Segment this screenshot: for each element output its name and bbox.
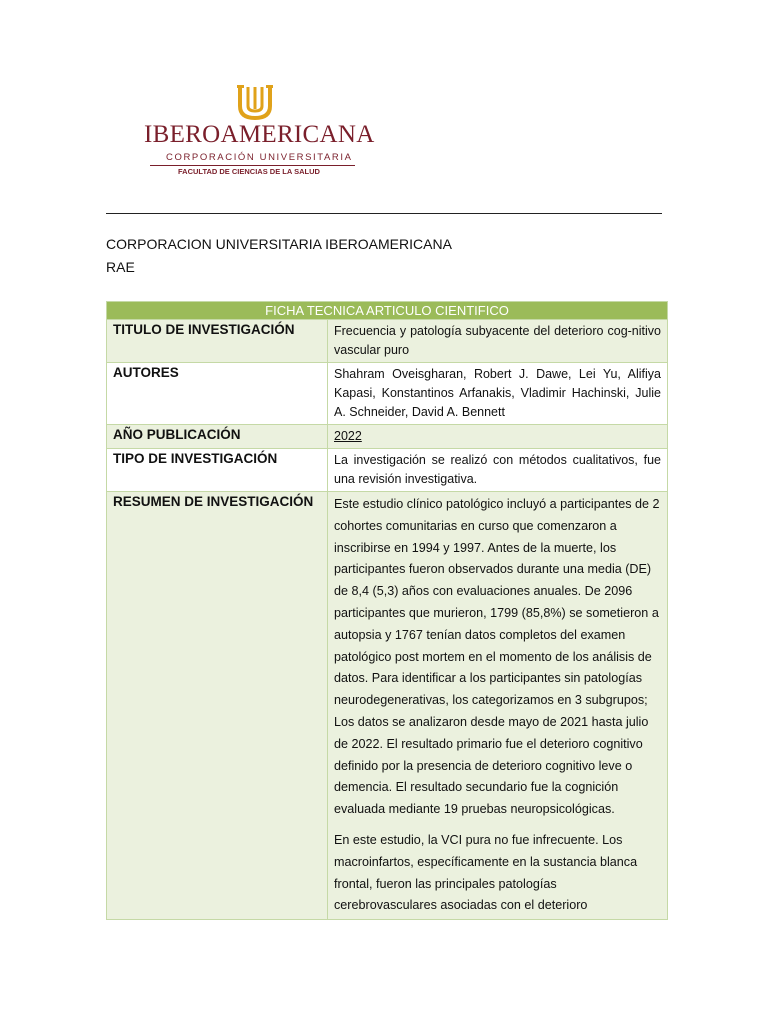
technical-sheet-table [106, 301, 668, 920]
summary-paragraph: Este estudio clínico patológico incluyó a participantes de 2 cohortes comunitarias en curso que comenzaron a inscribirse en 1994 y 1997. Antes de la muerte, los participantes fueron observados durante una media (DE) de 8,4 (5,3) años con evaluaciones anuales. De 2096 participantes que murieron, 1799 (85,8%) se sometieron a autopsia y 1767 tenían datos completos del examen patológico post mortem en el momento de los análisis de datos. Para identificar a los participantes sin patologías neurodegenerativas, los categorizamos en 3 subgrupos; Los datos se analizaron desde mayo de 2021 hasta julio de 2022. El resultado primario fue el deterioro cognitivo definido por la presencia de deterioro cognitivo leve o demencia. El resultado secundario fue la cognición evaluada mediante 19 pruebas neuropsicológicas. [334, 497, 660, 817]
table-title: FICHA TECNICA ARTICULO CIENTIFICO [107, 302, 668, 320]
row-label-year: AÑO PUBLICACIÓN [107, 425, 328, 449]
table-row [107, 363, 668, 425]
row-label-title: TITULO DE INVESTIGACIÓN [107, 320, 328, 363]
table-row [107, 492, 668, 920]
table-header-row [107, 302, 668, 320]
logo-faculty: FACULTAD DE CIENCIAS DE LA SALUD [178, 167, 320, 176]
row-label-type: TIPO DE INVESTIGACIÓN [107, 449, 328, 492]
table-row [107, 425, 668, 449]
logo-divider [150, 165, 355, 166]
institution-name: CORPORACION UNIVERSITARIA IBEROAMERICANA [106, 236, 452, 252]
document-type: RAE [106, 259, 135, 275]
header-rule [106, 213, 662, 214]
row-value-year: 2022 [334, 429, 362, 443]
table-row [107, 449, 668, 492]
row-value-title: Frecuencia y patología subyacente del deterioro cog-nitivo vascular puro [328, 320, 668, 363]
table-row [107, 320, 668, 363]
row-value-type: La investigación se realizó con métodos cualitativos, fue una revisión investigativa. [328, 449, 668, 492]
logo-brand-text: IBEROAMERICANA [144, 121, 375, 148]
row-value-summary [328, 492, 668, 920]
shield-u-icon [140, 84, 370, 124]
row-value-authors: Shahram Oveisgharan, Robert J. Dawe, Lei Yu, Alifiya Kapasi, Konstantinos Arfanakis, Vladimir Hachinski, Julie A. Schneider, David A. Bennett [328, 363, 668, 425]
logo-subtitle: CORPORACIÓN UNIVERSITARIA [166, 152, 353, 163]
row-label-authors: AUTORES [107, 363, 328, 425]
row-label-summary: RESUMEN DE INVESTIGACIÓN [107, 492, 328, 920]
summary-paragraph: En este estudio, la VCI pura no fue infrecuente. Los macroinfartos, específicamente en la sustancia blanca frontal, fueron las principales patologías cerebrovasculares asociadas con el deterioro [334, 832, 638, 913]
